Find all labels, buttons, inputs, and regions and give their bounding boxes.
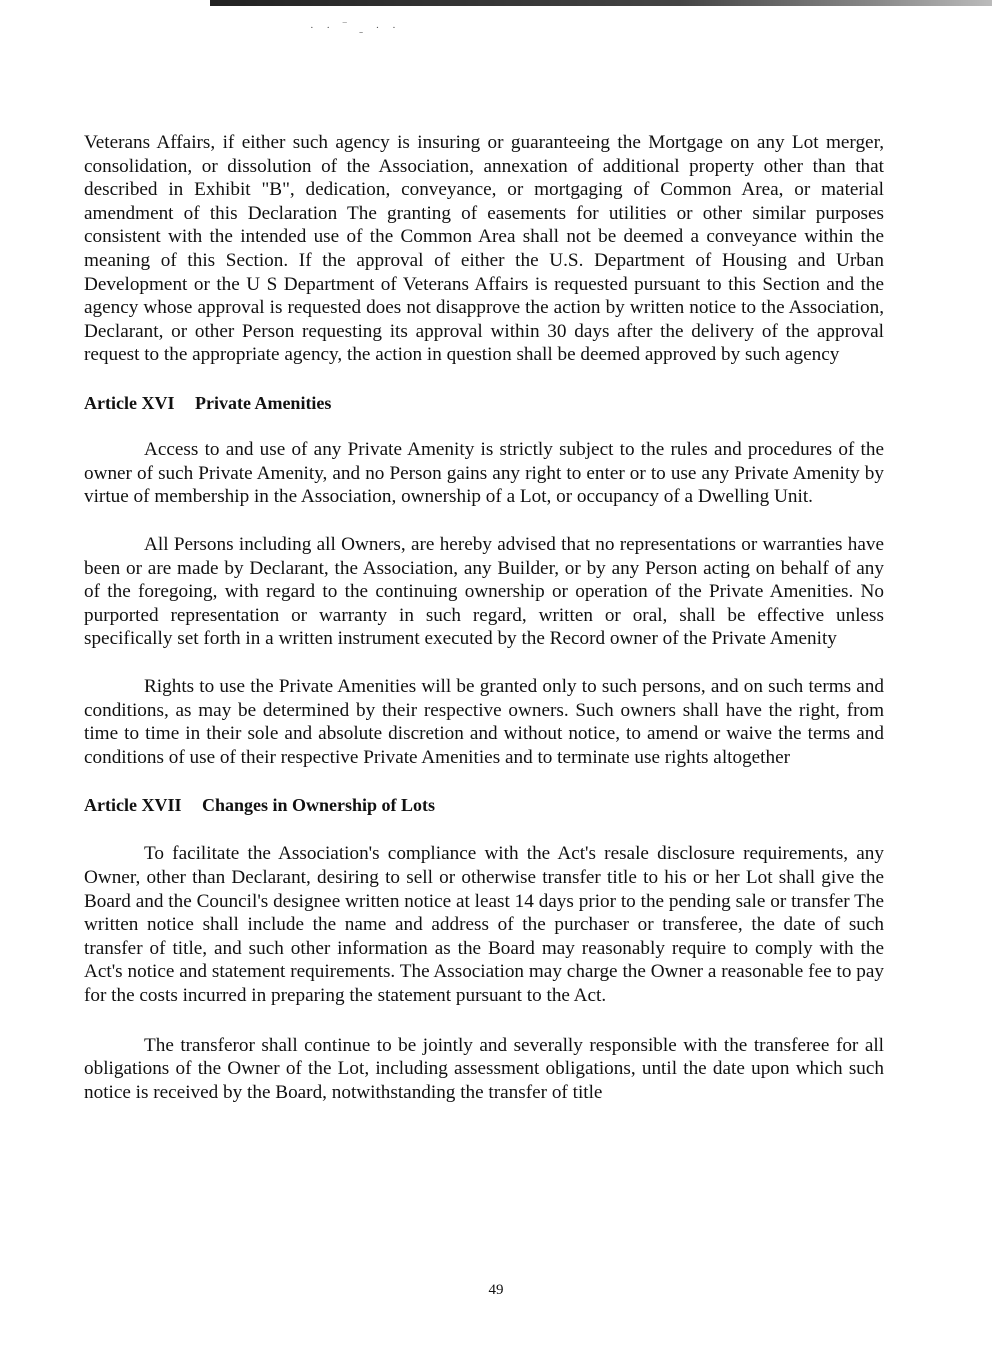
article-16-paragraph-1: Access to and use of any Private Amenity is strictly subject to the rules and procedures of the owner of such Private Amenity, and no Person gains any right to enter or to use any Private Amenity by virtue of membership in the Association, ownership of a Lot, or occupancy of a Dwelling Unit. xyxy=(84,439,884,508)
article-17-paragraph-2: The transferor shall continue to be jointly and severally responsible with the transferee for all obligations of the Owner of the Lot, including assessment obligations, until the date upon which such notice is received by the Board, notwithstanding the transfer of title xyxy=(84,1034,884,1103)
scan-top-border xyxy=(210,0,992,6)
article-17-title: Changes in Ownership of Lots xyxy=(201,795,436,816)
intro-paragraph: Veterans Affairs, if either such agency is insuring or guaranteeing the Mortgage on any Lot merger, consolidation, or dissolution of the Association, annexation of additional property other than that described in Exhibit "B", dedication, conveyance, or mortgaging of Common Area, or material amendment of this Declaration The granting of easements for utilities or other similar purposes consistent with the intended use of the Common Area shall not be deemed a conveyance within the meaning of this Section. If the approval of either the U.S. Department of Housing and Urban Development or the U S Department of Veterans Affairs is requested pursuant to this Section and the agency whose approval is requested does not disapprove the action by written notice to the Association, Declarant, or other Person requesting its approval within 30 days after the delivery of the approval request to the appropriate agency, the action in question shall be deemed approved by such agency xyxy=(84,132,884,366)
article-17-paragraph-1: To facilitate the Association's compliance with the Act's resale disclosure requirements, any Owner, other than Declarant, desiring to sell or otherwise transfer title to his or her Lot shall give the Board and the Council's designee written notice at least 14 days prior to the pending sale or transfer The written notice shall include the name and address of the purchaser or transferee, the date of such transfer of title, and such other information as the Board may reasonably require to comply with the Act's notice and statement requirements. The Association may charge the Owner a reasonable fee to pay for the costs incurred in preparing the statement pursuant to the Act. xyxy=(84,843,884,1007)
document-page xyxy=(84,128,884,1288)
article-16-heading xyxy=(84,393,884,414)
page-number: 49 xyxy=(488,1282,504,1298)
scan-noise: · · ‾ ˍ · · xyxy=(310,22,401,34)
article-16-title: Private Amenities xyxy=(194,393,332,414)
article-16-paragraph-2: All Persons including all Owners, are hereby advised that no representations or warranties have been or are made by Declarant, the Association, any Builder, or by any Person acting on behalf of any of the foregoing, with regard to the continuing ownership or operation of the Private Amenities. No purported representation or warranty in such regard, written or oral, shall be effective unless specifically set forth in a written instrument executed by the Record owner of the Private Amenity xyxy=(84,533,884,650)
article-16-paragraph-3: Rights to use the Private Amenities will be granted only to such persons, and on such terms and conditions, as may be determined by their respective owners. Such owners shall have the right, from time to time in their sole and absolute discretion and without notice, to amend or waive the terms and conditions of use of their respective Private Amenities and to terminate use rights altogether xyxy=(84,675,884,768)
article-16-number: Article XVI xyxy=(84,393,175,414)
article-17-heading xyxy=(84,795,884,816)
article-17-number: Article XVII xyxy=(84,795,182,816)
